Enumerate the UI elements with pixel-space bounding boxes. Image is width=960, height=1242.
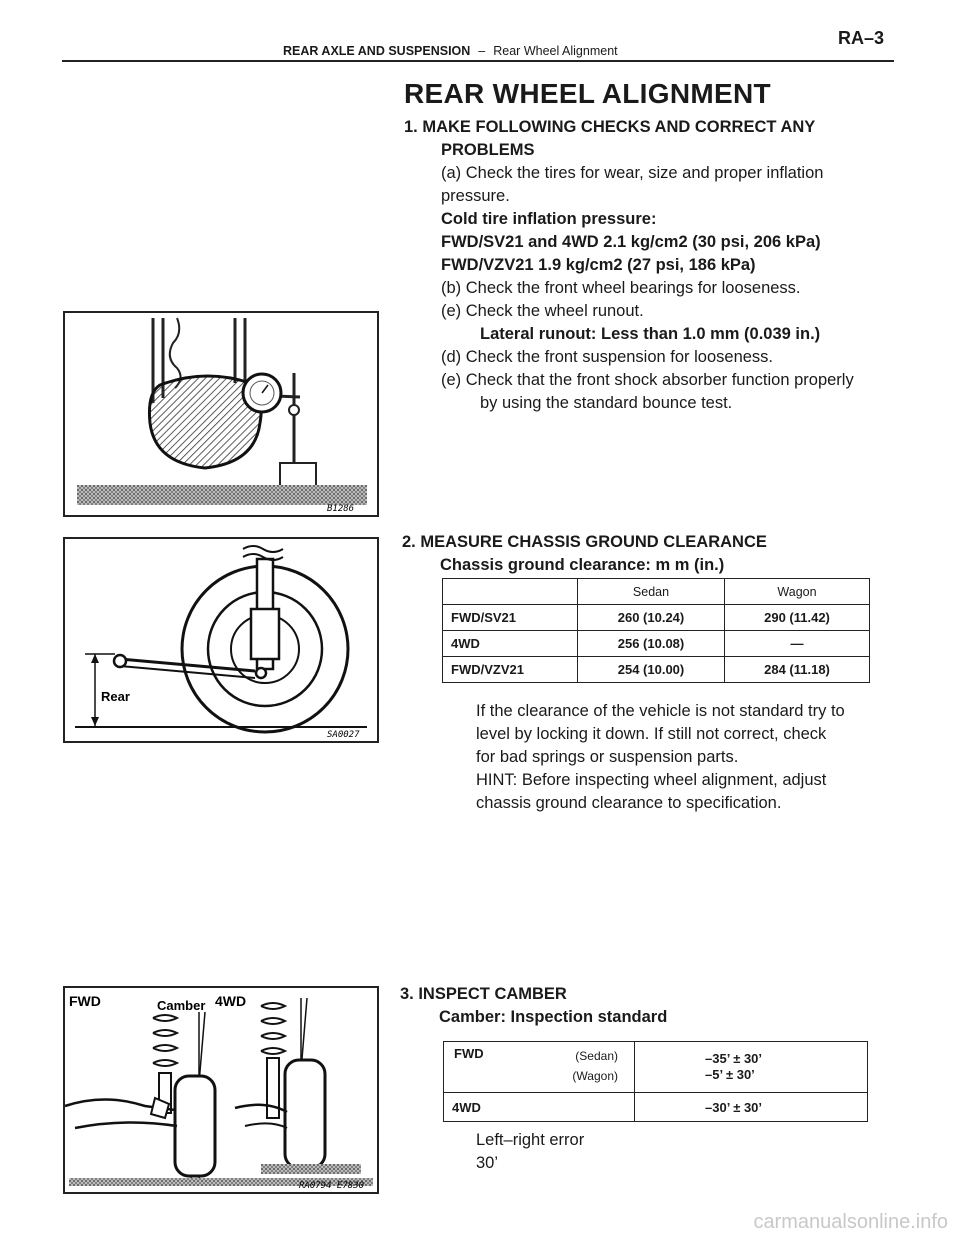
table-cell: 254 (10.00) bbox=[578, 657, 725, 683]
step1-e: (e) Check that the front shock absorber function properly bbox=[441, 371, 854, 389]
step2-heading: 2. MEASURE CHASSIS GROUND CLEARANCE bbox=[402, 533, 767, 551]
page-title: REAR WHEEL ALIGNMENT bbox=[404, 78, 771, 109]
clearance-note-3: for bad springs or suspension parts. bbox=[476, 748, 739, 766]
hint-1: HINT: Before inspecting wheel alignment, adjust bbox=[476, 771, 827, 789]
camber-error-value: 30’ bbox=[476, 1154, 499, 1172]
table-cell: 4WD bbox=[443, 631, 578, 657]
camber-4wd-value: –30’ ± 30’ bbox=[635, 1093, 868, 1122]
table-cell: 256 (10.08) bbox=[578, 631, 725, 657]
step3-sub: Camber: Inspection standard bbox=[439, 1008, 668, 1026]
table-header-row bbox=[443, 579, 870, 605]
figure3-code: RA0794 E7830 bbox=[299, 1181, 365, 1191]
table-cell bbox=[444, 1042, 635, 1093]
table-cell: 284 (11.18) bbox=[725, 657, 870, 683]
clearance-note-1: If the clearance of the vehicle is not standard try to bbox=[476, 702, 845, 720]
cold-pressure-1: FWD/SV21 and 4WD 2.1 kg/cm2 (30 psi, 206 kPa) bbox=[441, 233, 821, 251]
clearance-note-2: level by locking it down. If still not correct, check bbox=[476, 725, 827, 743]
figure3-4wd-label: 4WD bbox=[215, 993, 247, 1009]
step3-heading: 3. INSPECT CAMBER bbox=[400, 985, 567, 1003]
table-header-cell: Wagon bbox=[725, 579, 870, 605]
table-cell: 290 (11.42) bbox=[725, 605, 870, 631]
table-header-cell bbox=[443, 579, 578, 605]
step1-e-cont: by using the standard bounce test. bbox=[480, 394, 733, 412]
wagon-label: (Wagon) bbox=[572, 1069, 618, 1083]
watermark: carmanualsonline.info bbox=[753, 1211, 948, 1233]
step1-a: (a) Check the tires for wear, size and proper inflation bbox=[441, 164, 824, 182]
running-header bbox=[283, 44, 618, 58]
camber-fwd-sedan: –35’ ± 30’ bbox=[705, 1051, 763, 1066]
runout-spec: Lateral runout: Less than 1.0 mm (0.039 in.) bbox=[480, 325, 821, 343]
figure1-code: B1286 bbox=[327, 504, 355, 514]
step1-heading: 1. MAKE FOLLOWING CHECKS AND CORRECT ANY bbox=[404, 118, 816, 136]
ground-clearance-table bbox=[442, 578, 870, 683]
header-section: REAR AXLE AND SUSPENSION bbox=[283, 44, 471, 58]
header-rule bbox=[62, 60, 894, 62]
step1-b: (b) Check the front wheel bearings for looseness. bbox=[441, 279, 801, 297]
step1-c: (e) Check the wheel runout. bbox=[441, 302, 644, 320]
camber-table bbox=[443, 1041, 868, 1122]
step2-sub: Chassis ground clearance: m m (in.) bbox=[440, 556, 725, 574]
cold-pressure-2: FWD/VZV21 1.9 kg/cm2 (27 psi, 186 kPa) bbox=[441, 256, 756, 274]
page-number: RA–3 bbox=[838, 28, 885, 48]
figure3-camber-label: Camber bbox=[157, 998, 206, 1013]
table-cell: — bbox=[725, 631, 870, 657]
figure-ground-clearance bbox=[63, 537, 379, 743]
figure-wheel-runout bbox=[63, 311, 379, 517]
step1-d: (d) Check the front suspension for looseness. bbox=[441, 348, 774, 366]
figure2-code: SA0027 bbox=[327, 730, 360, 740]
table-cell: 260 (10.24) bbox=[578, 605, 725, 631]
table-cell bbox=[635, 1042, 868, 1093]
figure-camber bbox=[63, 986, 379, 1194]
table-cell: FWD/SV21 bbox=[443, 605, 578, 631]
table-row bbox=[444, 1042, 868, 1093]
step1-a-cont: pressure. bbox=[441, 187, 510, 205]
step1-heading-cont: PROBLEMS bbox=[441, 141, 535, 159]
figure3-fwd-label: FWD bbox=[69, 993, 101, 1009]
cold-pressure-label: Cold tire inflation pressure: bbox=[441, 210, 657, 228]
camber-fwd-wagon: –5’ ± 30’ bbox=[705, 1067, 755, 1082]
table-row bbox=[443, 631, 870, 657]
header-separator: – bbox=[478, 44, 486, 58]
header-subsection: Rear Wheel Alignment bbox=[493, 44, 618, 58]
table-row bbox=[443, 657, 870, 683]
camber-fwd-label: FWD bbox=[454, 1046, 484, 1061]
camber-4wd-label: 4WD bbox=[444, 1093, 635, 1122]
camber-error-label: Left–right error bbox=[476, 1131, 585, 1149]
table-header-cell: Sedan bbox=[578, 579, 725, 605]
table-cell: FWD/VZV21 bbox=[443, 657, 578, 683]
sedan-label: (Sedan) bbox=[575, 1049, 618, 1063]
table-row bbox=[444, 1093, 868, 1122]
hint-2: chassis ground clearance to specification. bbox=[476, 794, 782, 812]
table-row bbox=[443, 605, 870, 631]
figure2-rear-label: Rear bbox=[101, 689, 130, 704]
